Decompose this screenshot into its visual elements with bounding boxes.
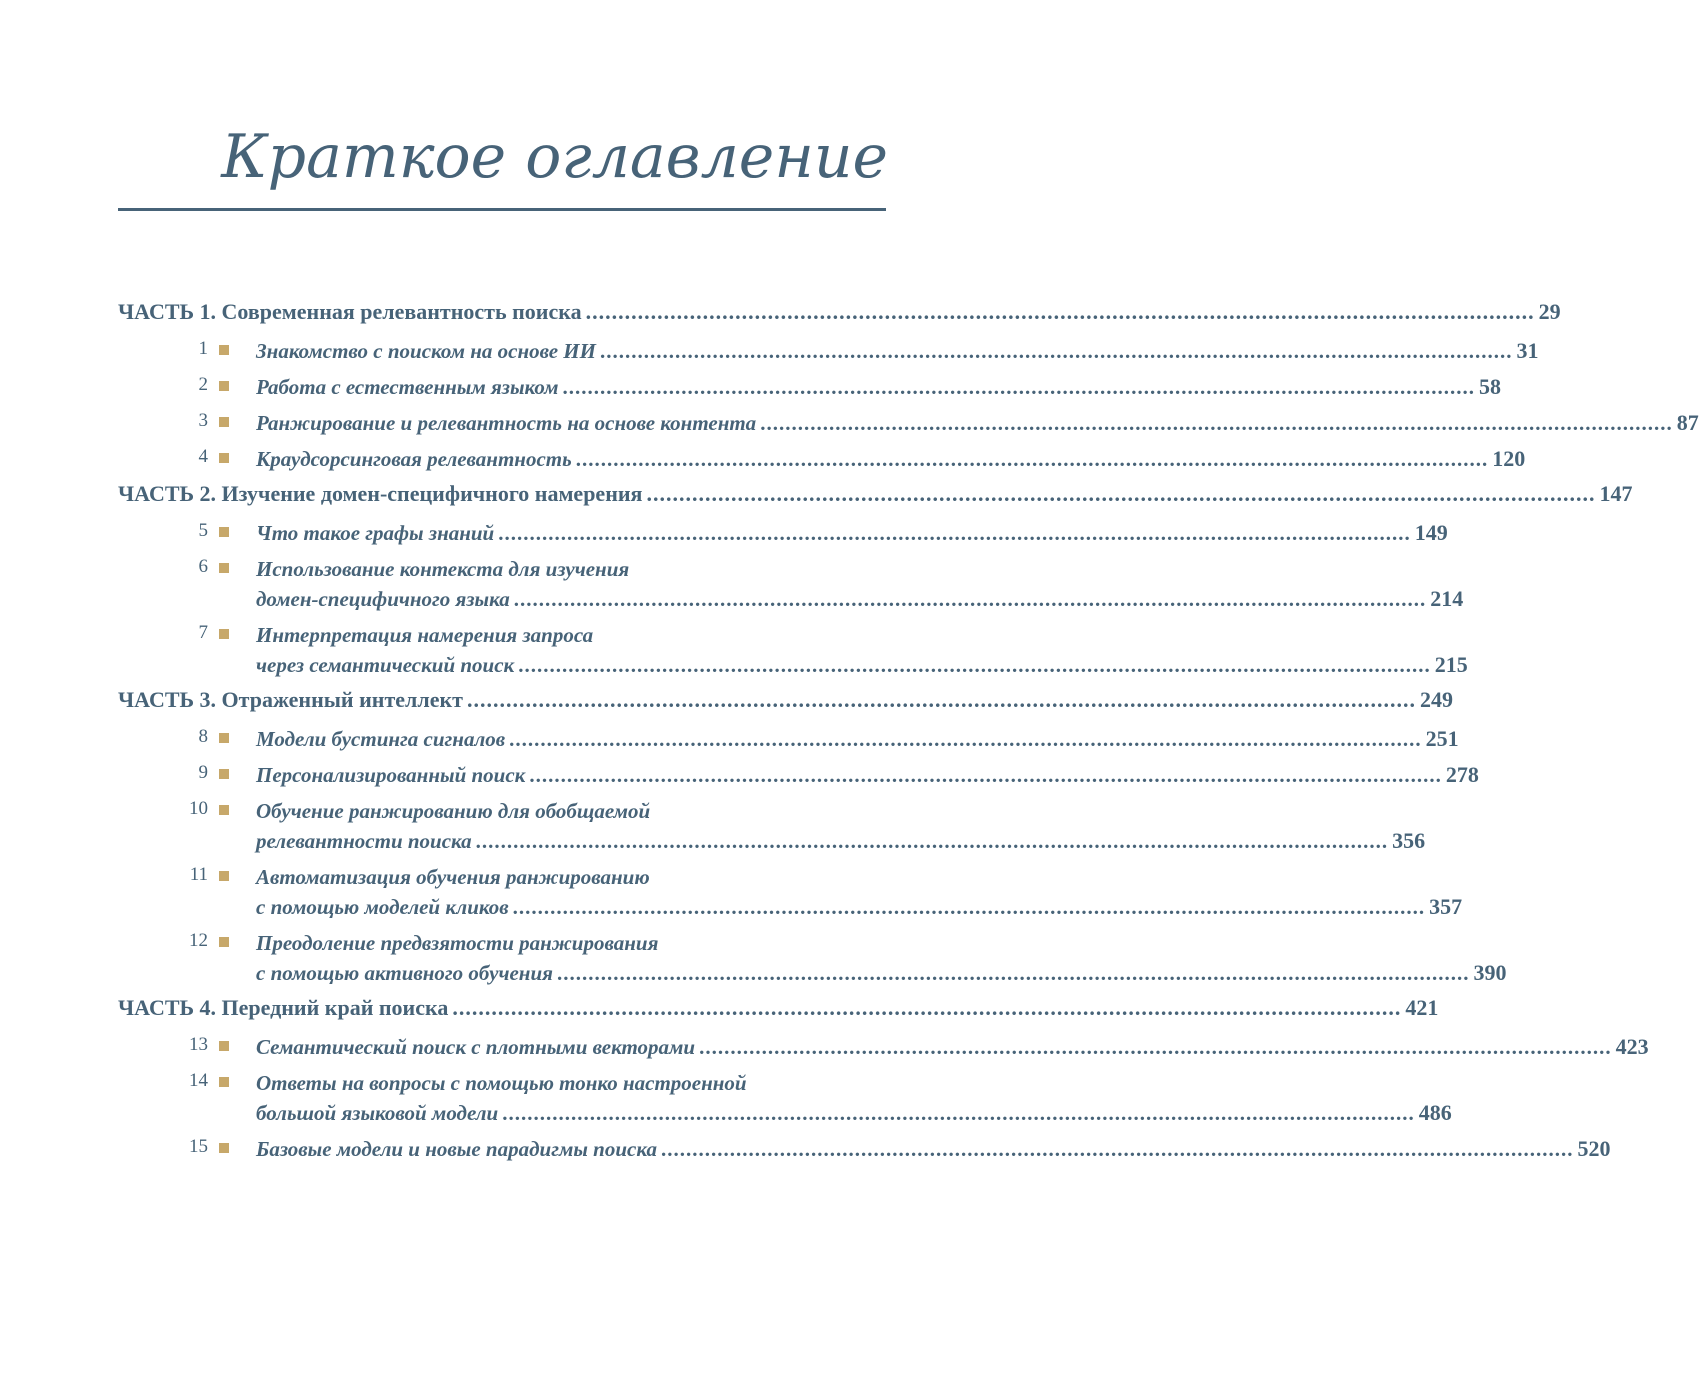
chapter-title <box>256 444 1526 474</box>
square-bullet-icon <box>219 453 229 463</box>
chapter-title <box>256 1068 1452 1128</box>
toc-page-number: 356 <box>1392 828 1426 853</box>
chapter-title <box>256 620 1468 680</box>
leader-dots: .................................................................................................................................................. <box>585 299 1535 324</box>
chapter-title-text: Модели бустинга сигналов <box>256 727 506 751</box>
chapter-title-line <box>256 1134 1611 1164</box>
chapter-title-text: релевантности поиска <box>256 829 472 853</box>
chapter-title <box>256 518 1448 548</box>
chapter-title <box>256 760 1479 790</box>
square-bullet-icon <box>219 629 229 639</box>
toc-chapter[interactable] <box>118 926 1507 992</box>
chapter-title-text: Ранжирование и релевантность на основе контента <box>256 411 757 435</box>
chapter-title-text: большой языковой модели <box>256 1101 499 1125</box>
chapter-number: 7 <box>198 622 208 643</box>
chapter-title-text: Семантический поиск с плотными векторами <box>256 1035 696 1059</box>
chapter-title-line <box>256 372 1501 402</box>
square-bullet-icon <box>219 733 229 743</box>
toc-part-label: ЧАСТЬ 1. Современная релевантность поиска <box>118 299 582 324</box>
chapter-title-line <box>256 650 1468 680</box>
chapter-number: 4 <box>198 446 208 467</box>
chapter-number: 8 <box>198 726 208 747</box>
chapter-title-text: с помощью активного обучения <box>256 961 553 985</box>
chapter-title-text: Краудсорсинговая релевантность <box>256 447 572 471</box>
chapter-title-line <box>256 928 886 958</box>
toc-chapter[interactable] <box>118 516 1448 552</box>
leader-dots: .................................................................................................................................................. <box>556 961 1470 985</box>
square-bullet-icon <box>219 937 229 947</box>
toc-page-number: 251 <box>1425 726 1459 751</box>
page-title: Краткое оглавление <box>221 122 888 192</box>
chapter-title-line <box>256 620 886 650</box>
leader-dots: .................................................................................................................................................. <box>699 1035 1612 1059</box>
toc-page-number: 214 <box>1430 586 1464 611</box>
toc-chapter[interactable] <box>118 618 1468 684</box>
square-bullet-icon <box>219 527 229 537</box>
chapter-title-text: Работа с естественным языком <box>256 375 559 399</box>
chapter-title <box>256 1134 1611 1164</box>
toc-part-line <box>118 481 1633 507</box>
chapter-title <box>256 408 1699 438</box>
chapter-title <box>256 554 1464 614</box>
square-bullet-icon <box>219 871 229 881</box>
chapter-title-line <box>256 518 1448 548</box>
chapter-number: 15 <box>189 1136 208 1157</box>
chapter-number: 14 <box>189 1070 208 1091</box>
leader-dots: .................................................................................................................................................. <box>646 481 1596 506</box>
square-bullet-icon <box>219 805 229 815</box>
chapter-title-line <box>256 796 886 826</box>
toc-page-number: 149 <box>1414 520 1448 545</box>
chapter-title-line <box>256 408 1699 438</box>
toc-chapter[interactable] <box>118 758 1479 794</box>
toc-chapter[interactable] <box>118 860 1463 926</box>
leader-dots: .................................................................................................................................................. <box>529 763 1442 787</box>
leader-dots: .................................................................................................................................................. <box>575 447 1489 471</box>
chapter-title-line <box>256 826 1426 856</box>
chapter-title-text: через семантический поиск <box>256 653 515 677</box>
square-bullet-icon <box>219 769 229 779</box>
toc-part-line <box>118 995 1439 1021</box>
chapter-title <box>256 862 1463 922</box>
chapter-title-line <box>256 760 1479 790</box>
chapter-title-line <box>256 892 1463 922</box>
table-of-contents <box>118 296 1699 1168</box>
toc-part[interactable] <box>118 684 1453 722</box>
chapter-title <box>256 928 1507 988</box>
chapter-number: 10 <box>189 798 208 819</box>
toc-part[interactable] <box>118 296 1561 334</box>
chapter-title <box>256 1032 1649 1062</box>
toc-chapter[interactable] <box>118 1132 1611 1168</box>
toc-page-number: 486 <box>1418 1100 1452 1125</box>
chapter-title-line <box>256 724 1459 754</box>
toc-page-number: 120 <box>1492 446 1526 471</box>
toc-chapter[interactable] <box>118 552 1464 618</box>
chapter-title-line <box>256 1068 886 1098</box>
leader-dots: .................................................................................................................................................. <box>562 375 1475 399</box>
toc-chapter[interactable] <box>118 722 1459 758</box>
chapter-title-text: Персонализированный поиск <box>256 763 526 787</box>
chapter-title-text: Базовые модели и новые парадигмы поиска <box>256 1137 657 1161</box>
chapter-title-line <box>256 1098 1452 1128</box>
toc-chapter[interactable] <box>118 794 1426 860</box>
square-bullet-icon <box>219 417 229 427</box>
chapter-title-text: Преодоление предвзятости ранжирования <box>256 931 659 955</box>
chapter-number: 1 <box>198 338 208 359</box>
square-bullet-icon <box>219 1077 229 1087</box>
chapter-title-text: Ответы на вопросы с помощью тонко настроенной <box>256 1071 747 1095</box>
toc-page-number: 357 <box>1429 894 1463 919</box>
toc-page-number: 87 <box>1676 410 1699 435</box>
toc-part-label: ЧАСТЬ 4. Передний край поиска <box>118 995 449 1020</box>
toc-chapter[interactable] <box>118 406 1699 442</box>
chapter-title-line <box>256 444 1526 474</box>
square-bullet-icon <box>219 345 229 355</box>
toc-part[interactable] <box>118 992 1439 1030</box>
leader-dots: .................................................................................................................................................. <box>513 587 1427 611</box>
toc-part-line <box>118 299 1561 325</box>
leader-dots: .................................................................................................................................................. <box>498 521 1411 545</box>
toc-page-number: 421 <box>1405 995 1439 1020</box>
toc-page-number: 278 <box>1445 762 1479 787</box>
chapter-number: 11 <box>189 864 208 885</box>
leader-dots: .................................................................................................................................................. <box>518 653 1431 677</box>
leader-dots: .................................................................................................................................................. <box>452 995 1402 1020</box>
chapter-title-text: домен-специфичного языка <box>256 587 510 611</box>
title-divider <box>118 208 886 211</box>
toc-part[interactable] <box>118 478 1633 516</box>
toc-page-number: 58 <box>1479 374 1501 399</box>
leader-dots: .................................................................................................................................................. <box>502 1101 1415 1125</box>
leader-dots: .................................................................................................................................................. <box>466 687 1416 712</box>
toc-part-label: ЧАСТЬ 2. Изучение домен-специфичного намерения <box>118 481 643 506</box>
chapter-title-text: Автоматизация обучения ранжированию <box>256 865 650 889</box>
toc-chapter[interactable] <box>118 370 1501 406</box>
chapter-title <box>256 724 1459 754</box>
toc-page-number: 31 <box>1516 338 1539 363</box>
chapter-title-text: Интерпретация намерения запроса <box>256 623 594 647</box>
chapter-title-text: с помощью моделей кликов <box>256 895 509 919</box>
toc-page-number: 390 <box>1473 960 1507 985</box>
chapter-title-line <box>256 862 886 892</box>
chapter-number: 13 <box>189 1034 208 1055</box>
chapter-number: 5 <box>198 520 208 541</box>
toc-page-number: 215 <box>1434 652 1468 677</box>
square-bullet-icon <box>219 563 229 573</box>
chapter-title <box>256 796 1426 856</box>
toc-page-number: 249 <box>1419 687 1453 712</box>
chapter-number: 6 <box>198 556 208 577</box>
chapter-title-text: Что такое графы знаний <box>256 521 495 545</box>
toc-page-number: 29 <box>1538 299 1561 324</box>
leader-dots: .................................................................................................................................................. <box>512 895 1426 919</box>
toc-chapter[interactable] <box>118 1066 1452 1132</box>
toc-chapter[interactable] <box>118 442 1526 478</box>
leader-dots: .................................................................................................................................................. <box>660 1137 1574 1161</box>
chapter-number: 12 <box>189 930 208 951</box>
chapter-title <box>256 336 1539 366</box>
leader-dots: .................................................................................................................................................. <box>760 411 1673 435</box>
chapter-title-line <box>256 336 1539 366</box>
chapter-title-text: Обучение ранжированию для обобщаемой <box>256 799 651 823</box>
chapter-title-text: Знакомство с поиском на основе ИИ <box>256 339 596 363</box>
toc-page-number: 520 <box>1577 1136 1611 1161</box>
chapter-number: 2 <box>198 374 208 395</box>
toc-chapter[interactable] <box>118 334 1539 370</box>
chapter-number: 3 <box>198 410 208 431</box>
chapter-title-line <box>256 584 1464 614</box>
toc-page-number: 147 <box>1599 481 1633 506</box>
leader-dots: .................................................................................................................................................. <box>599 339 1513 363</box>
square-bullet-icon <box>219 1041 229 1051</box>
chapter-title <box>256 372 1501 402</box>
chapter-title-text: Использование контекста для изучения <box>256 557 630 581</box>
square-bullet-icon <box>219 381 229 391</box>
toc-chapter[interactable] <box>118 1030 1649 1066</box>
square-bullet-icon <box>219 1143 229 1153</box>
toc-part-line <box>118 687 1453 713</box>
leader-dots: .................................................................................................................................................. <box>509 727 1422 751</box>
chapter-title-line <box>256 554 886 584</box>
toc-page-number: 423 <box>1615 1034 1649 1059</box>
toc-part-label: ЧАСТЬ 3. Отраженный интеллект <box>118 687 463 712</box>
chapter-title-line <box>256 1032 1649 1062</box>
chapter-title-line <box>256 958 1507 988</box>
leader-dots: .................................................................................................................................................. <box>475 829 1389 853</box>
chapter-number: 9 <box>198 762 208 783</box>
